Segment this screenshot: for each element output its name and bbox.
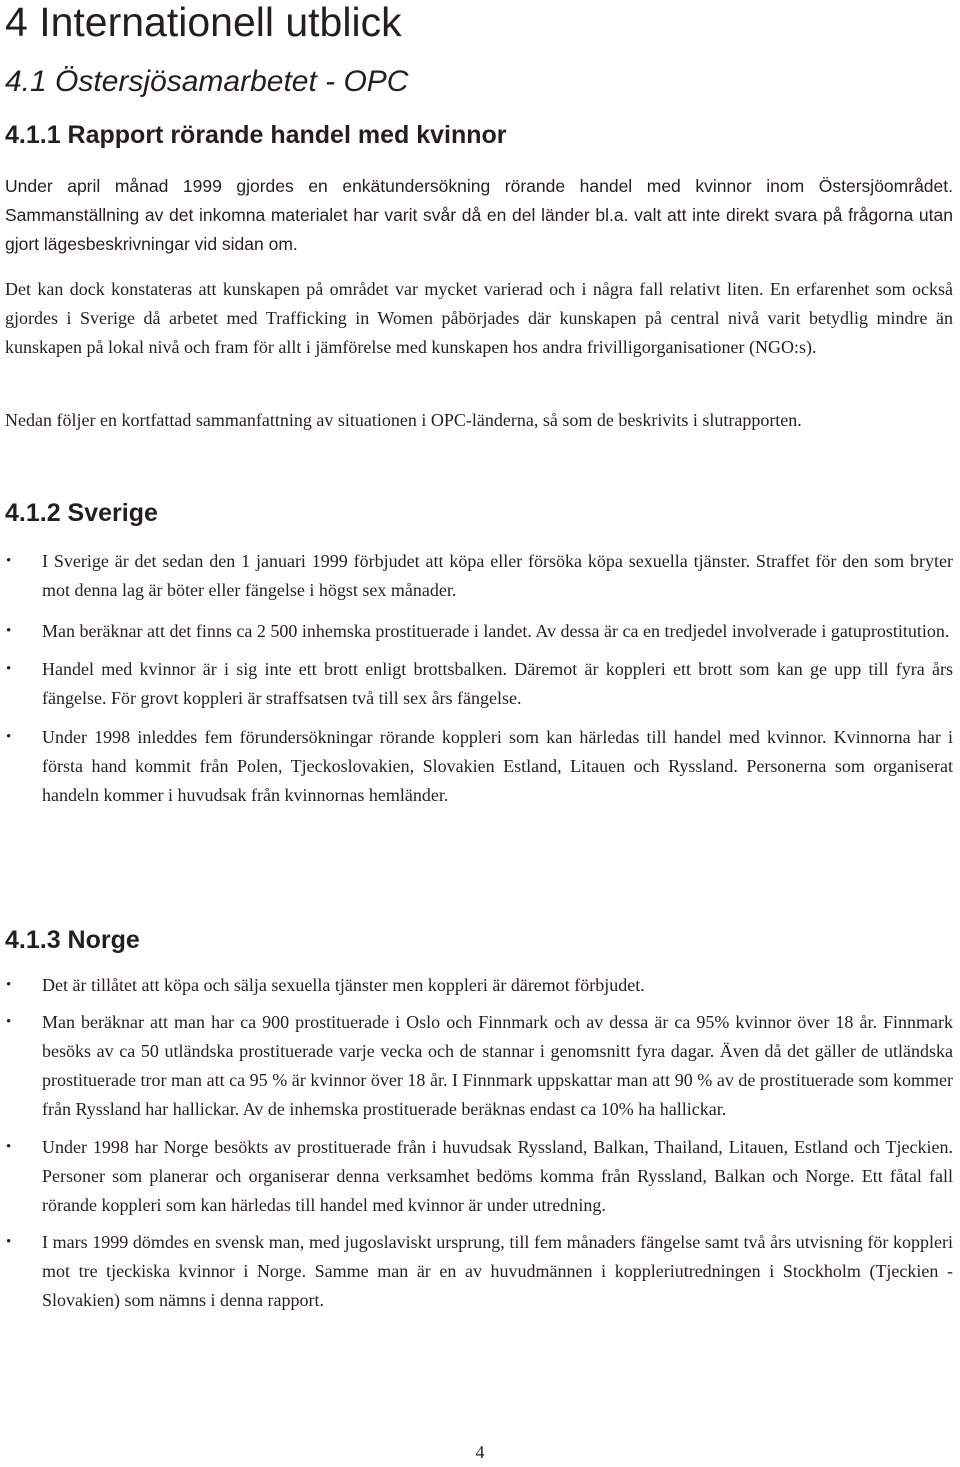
list-item xyxy=(5,1228,953,1315)
list-item-text: I Sverige är det sedan den 1 januari 1999 förbjudet att köpa eller försöka köpa sexuella tjänster. Straffet för den som bryter mot denna lag är böter eller fängelse i högst sex månader. xyxy=(42,551,953,600)
list-item-text: Under 1998 inleddes fem förundersökningar rörande koppleri som kan härledas till handel med kvinnor. Kvinnorna har i första hand kommit från Polen, Tjeckoslovakien, Slovakien Estland, Litauen och Ryssland. Personerna som organiserat handeln kommer i huvudsak från kvinnornas hemländer. xyxy=(42,727,953,805)
list-item-text: Under 1998 har Norge besökts av prostituerade från i huvudsak Ryssland, Balkan, Thailand, Litauen, Estland och Tjeckien. Personer som planerar och organiserar denna verksamhet bedöms komma från Ryssland, Balkan och Norge. Ett fåtal fall rörande koppleri som kan härledas till handel med kvinnor är under utredning. xyxy=(42,1137,953,1215)
list-item-text: I mars 1999 dömdes en svensk man, med jugoslaviskt ursprung, till fem månaders fängelse samt två års utvisning för koppleri mot tre tjeckiska kvinnor i Norge. Samme man är en av huvudmännen i koppleriutredningen i Stockholm (Tjeckien - Slovakien) som nämns i denna rapport. xyxy=(42,1232,953,1310)
chapter-title: 4 Internationell utblick xyxy=(5,0,402,45)
list-item xyxy=(5,617,953,646)
bullet-marker: • xyxy=(6,977,12,993)
list-item-text: Man beräknar att man har ca 900 prostituerade i Oslo och Finnmark och av dessa är ca 95% kvinnor över 18 år. Finnmark besöks av ca 50 utländska prostituerade varje vecka och de stannar i genomsnitt fyra dagar. Även då det gäller de utländska prostituerade tror man att ca 95 % är kvinnor över 18 år. I Finnmark uppskattar man att 90 % av de prostituerade som kommer från Ryssland har hallickar. Av de inhemska prostituerade beräknas endast ca 10% ha hallickar. xyxy=(42,1012,953,1119)
bullet-marker: • xyxy=(6,661,12,677)
bullet-marker: • xyxy=(6,729,12,745)
list-item xyxy=(5,1008,953,1124)
section-title: 4.1 Östersjösamarbetet - OPC xyxy=(5,65,409,98)
list-item xyxy=(5,547,953,605)
list-item-text: Det är tillåtet att köpa och sälja sexuella tjänster men koppleri är däremot förbjudet. xyxy=(42,975,645,995)
list-item xyxy=(5,655,953,713)
list-item-text: Handel med kvinnor är i sig inte ett brott enligt brottsbalken. Däremot är koppleri ett brott som kan ge upp till fyra års fängelse. För grovt koppleri är straffsatsen två till sex års fängelse. xyxy=(42,659,953,708)
subsection-title-sverige: 4.1.2 Sverige xyxy=(5,499,158,527)
list-item xyxy=(5,971,953,1000)
bullet-marker: • xyxy=(6,1234,12,1250)
norge-bullet-list xyxy=(5,971,953,1315)
page-number: 4 xyxy=(475,1442,485,1462)
bullet-marker: • xyxy=(6,623,12,639)
subsection-title-norge: 4.1.3 Norge xyxy=(5,926,140,954)
list-item xyxy=(5,1133,953,1220)
paragraph-knowledge: Det kan dock konstateras att kunskapen på området var mycket varierad och i några fall relativt liten. En erfarenhet som också gjordes i Sverige då arbetet med Trafficking in Women påbörjades där kunskapen på central nivå varit betydlig mindre än kunskapen på lokal nivå och fram för allt i jämförelse med kunskapen hos andra frivilligorganisationer (NGO:s). xyxy=(5,279,953,357)
list-item-text: Man beräknar att det finns ca 2 500 inhemska prostituerade i landet. Av dessa är ca en tredjedel involverade i gatuprostitution. xyxy=(42,621,950,641)
sverige-bullet-list xyxy=(5,547,953,810)
list-item xyxy=(5,723,953,810)
paragraph-summary: Nedan följer en kortfattad sammanfattning av situationen i OPC-länderna, så som de beskrivits i slutrapporten. xyxy=(5,410,802,430)
bullet-marker: • xyxy=(6,1014,12,1030)
paragraph-intro: Under april månad 1999 gjordes en enkätundersökning rörande handel med kvinnor inom Östersjöområdet. Sammanställning av det inkomna materialet har varit svår då en del länder bl.a. valt att inte direkt svara på frågorna utan gjort lägesbeskrivningar vid sidan om. xyxy=(5,176,953,254)
subsection-title-rapport: 4.1.1 Rapport rörande handel med kvinnor xyxy=(5,121,507,149)
bullet-marker: • xyxy=(6,1139,12,1155)
bullet-marker: • xyxy=(6,553,12,569)
